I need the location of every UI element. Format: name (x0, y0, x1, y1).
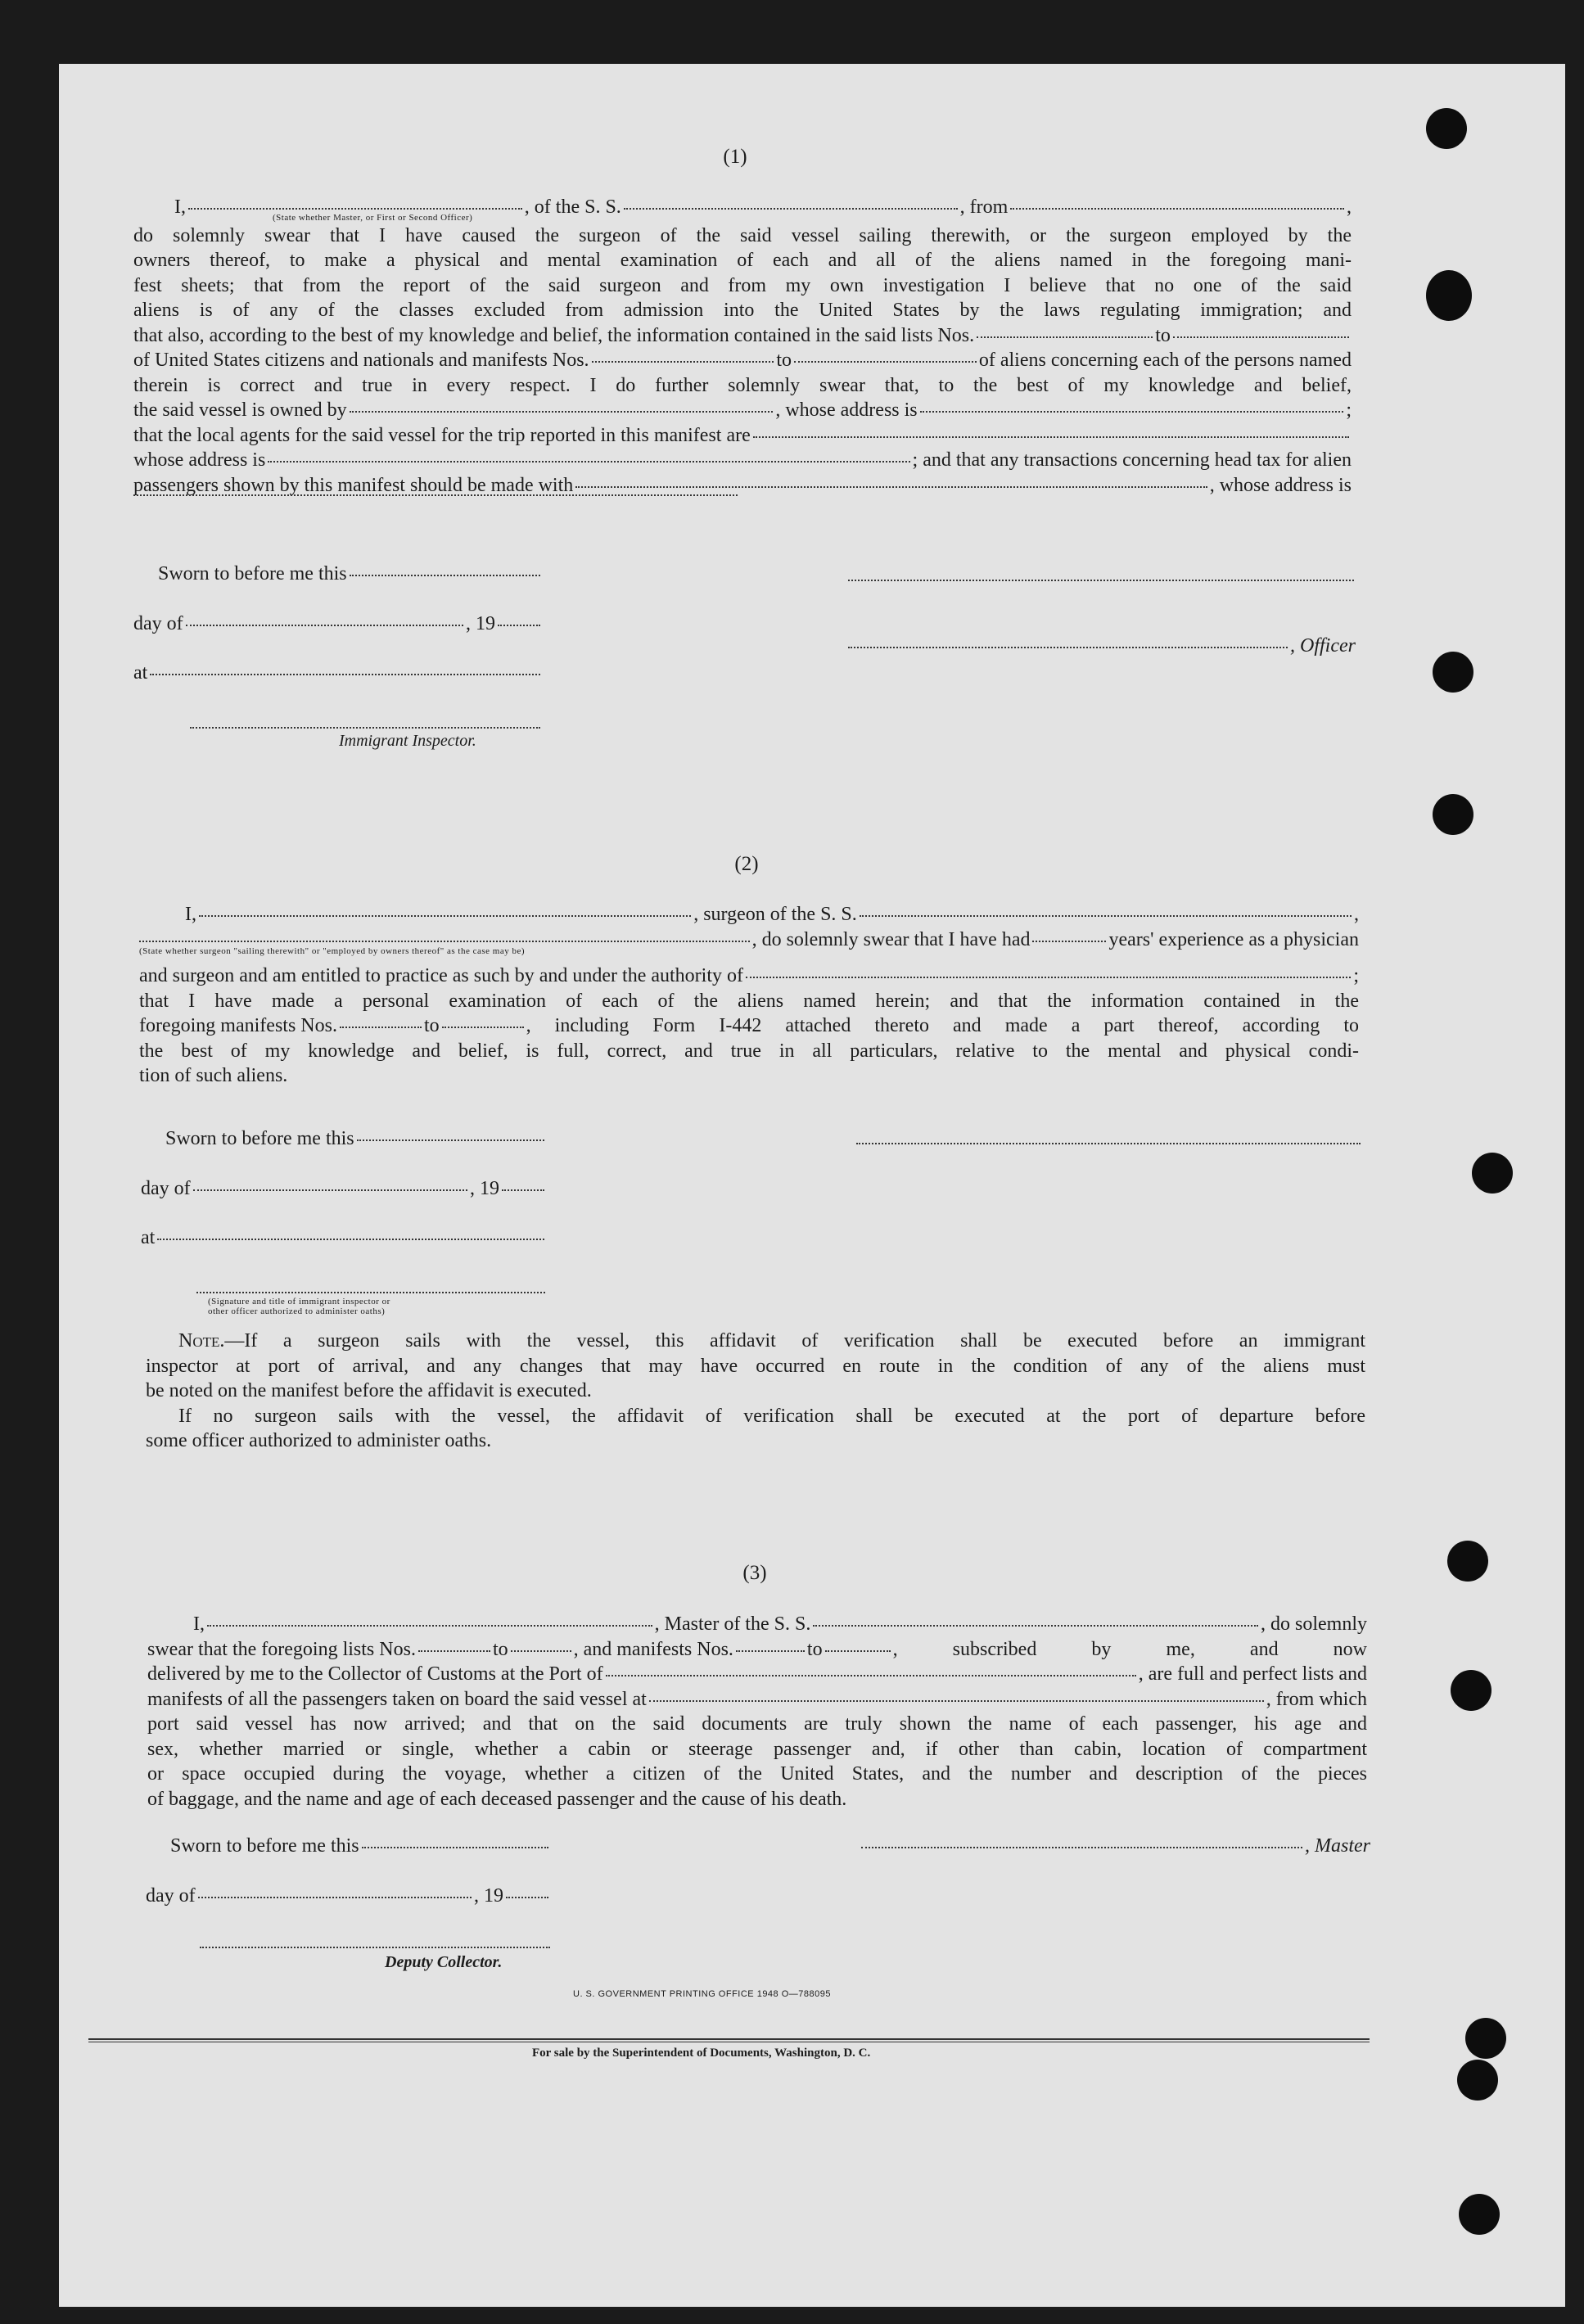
punch-hole (1451, 1670, 1491, 1711)
section-2-number: (2) (734, 853, 759, 875)
s2-surgeon-signature-line (856, 1143, 1361, 1144)
s1-line-whose: whose address is ; and that any transactions concerning head tax for alien (133, 449, 1352, 471)
punch-hole (1457, 2060, 1498, 2101)
footer-rule (88, 2038, 1370, 2040)
punch-hole (1472, 1153, 1513, 1194)
s2-para-line: the best of my knowledge and belief, is full, correct, and true in all particulars, relative to the mental and physical condi- (139, 1040, 1359, 1062)
s3-collector-caption: Deputy Collector. (385, 1953, 503, 1971)
s1-line-lists: that also, according to the best of my knowledge and belief, the information contained in the said lists Nos. to (133, 323, 1352, 349)
s2-line-surgeon: I, , surgeon of the S. S. , (185, 904, 1359, 925)
section-3 (147, 1612, 1367, 1812)
s2-line-years: , do solemnly swear that I have had years' experience as a physician (139, 927, 1359, 953)
s3-line-lists: swear that the foregoing lists Nos. to , and manifests Nos. to , subscribed by me, and now (147, 1638, 1367, 1660)
punch-hole (1465, 2018, 1506, 2059)
s2-jurat: Sworn to before me this day of , 19 at (141, 1126, 547, 1251)
s2-para-line: that I have made a personal examination of each of the aliens named herein; and that the information contained in the (139, 990, 1359, 1012)
s3-line-master: I, , Master of the S. S. , do solemnly (193, 1613, 1367, 1635)
s1-line-owned: the said vessel is owned by , whose address is ; (133, 399, 1352, 421)
s3-para-line: or space occupied during the voyage, whether a citizen of the United States, and the number and description of the pieces (147, 1763, 1367, 1785)
s1-line-passengers: passengers shown by this manifest should be made with , whose address is (133, 474, 1352, 496)
s1-inspector-caption: Immigrant Inspector. (339, 732, 476, 750)
section-1-number: (1) (723, 146, 747, 168)
s3-line-boarded: manifests of all the passengers taken on board the said vessel at , from which (147, 1688, 1367, 1710)
s2-line-manifests: foregoing manifests Nos. to , including Form I-442 attached thereto and made a part thereof, according to (139, 1015, 1359, 1036)
s1-officer-line: , Officer (848, 634, 1356, 659)
section-3-number: (3) (742, 1562, 767, 1584)
s1-para-line: do solemnly swear that I have caused the surgeon of the said vessel sailing therewith, or the surgeon employed by the (133, 224, 1352, 246)
s1-line-herein: therein is correct and true in every respect. I do further solemnly swear that, to the best of my knowledge and belief, (133, 374, 1352, 396)
punch-hole (1426, 108, 1467, 149)
s2-note: Note.—If a surgeon sails with the vessel, this affidavit of verification shall be executed before an immigrant inspector at port of arrival, and any changes that may have occurred en route in the condition of any of the aliens must be noted on the manifest before the affidavit is executed. If no surgeon sails with the vessel, the affidavit of verification shall be executed at the port of departure before some officer authorized to administer oaths. (146, 1330, 1365, 1451)
s1-officer-signature-line-1 (848, 580, 1354, 581)
s3-line-port: delivered by me to the Collector of Customs at the Port of , are full and perfect lists and (147, 1663, 1367, 1685)
s2-signature-line (196, 1292, 545, 1293)
s1-para-line: fest sheets; that from the report of the said surgeon and from my own investigation I believe that no one of the said (133, 274, 1352, 296)
s2-line-authority: and surgeon and am entitled to practice as such by and under the authority of ; (139, 965, 1359, 986)
s3-para-line: sex, whether married or single, whether a cabin or steerage passenger and, if other than cabin, location of compartment (147, 1738, 1367, 1760)
s3-para-line: port said vessel has now arrived; and that on the said documents are truly shown the name of each passenger, his age and (147, 1713, 1367, 1735)
s1-line-citizens: of United States citizens and nationals and manifests Nos. to of aliens concerning each of the persons named (133, 350, 1352, 371)
punch-hole (1433, 652, 1473, 693)
s1-jurat: Sworn to before me this day of , 19 at (133, 562, 543, 686)
punch-hole (1433, 794, 1473, 835)
punch-hole (1447, 1541, 1488, 1582)
s1-line-master: I, , of the S. S. , from , (174, 196, 1352, 218)
s1-para-line: aliens is of any of the classes excluded from admission into the United States by the laws regulating immigration; and (133, 300, 1352, 321)
section-1 (133, 195, 1352, 499)
s2-surgeon-note: (State whether surgeon "sailing therewith" or "employed by owners thereof" as the case may be) (139, 946, 526, 956)
s3-jurat: Sworn to before me this day of , 19 (146, 1834, 551, 1908)
s2-signature-note: (Signature and title of immigrant inspector or other officer authorized to administer oaths) (208, 1297, 390, 1316)
s1-para-line: owners thereof, to make a physical and mental examination of each and all of the aliens named in the foregoing mani- (133, 250, 1352, 271)
s2-para-line: tion of such aliens. (139, 1065, 288, 1086)
printing-office-line: U. S. GOVERNMENT PRINTING OFFICE 1948 O—788095 (573, 1989, 831, 1999)
punch-hole (1459, 2194, 1500, 2235)
s1-master-note: (State whether Master, or First or Second Officer) (273, 212, 473, 223)
s3-master-line: , Master (861, 1834, 1370, 1859)
sale-notice: For sale by the Superintendent of Documents, Washington, D. C. (532, 2046, 871, 2060)
punch-hole (1426, 270, 1472, 321)
s3-collector-signature-line (200, 1947, 550, 1948)
s1-line-agents: that the local agents for the said vessel for the trip reported in this manifest are (133, 423, 1352, 449)
section-2 (139, 902, 1359, 1089)
s3-para-line: of baggage, and the name and age of each deceased passenger and the cause of his death. (147, 1788, 847, 1810)
